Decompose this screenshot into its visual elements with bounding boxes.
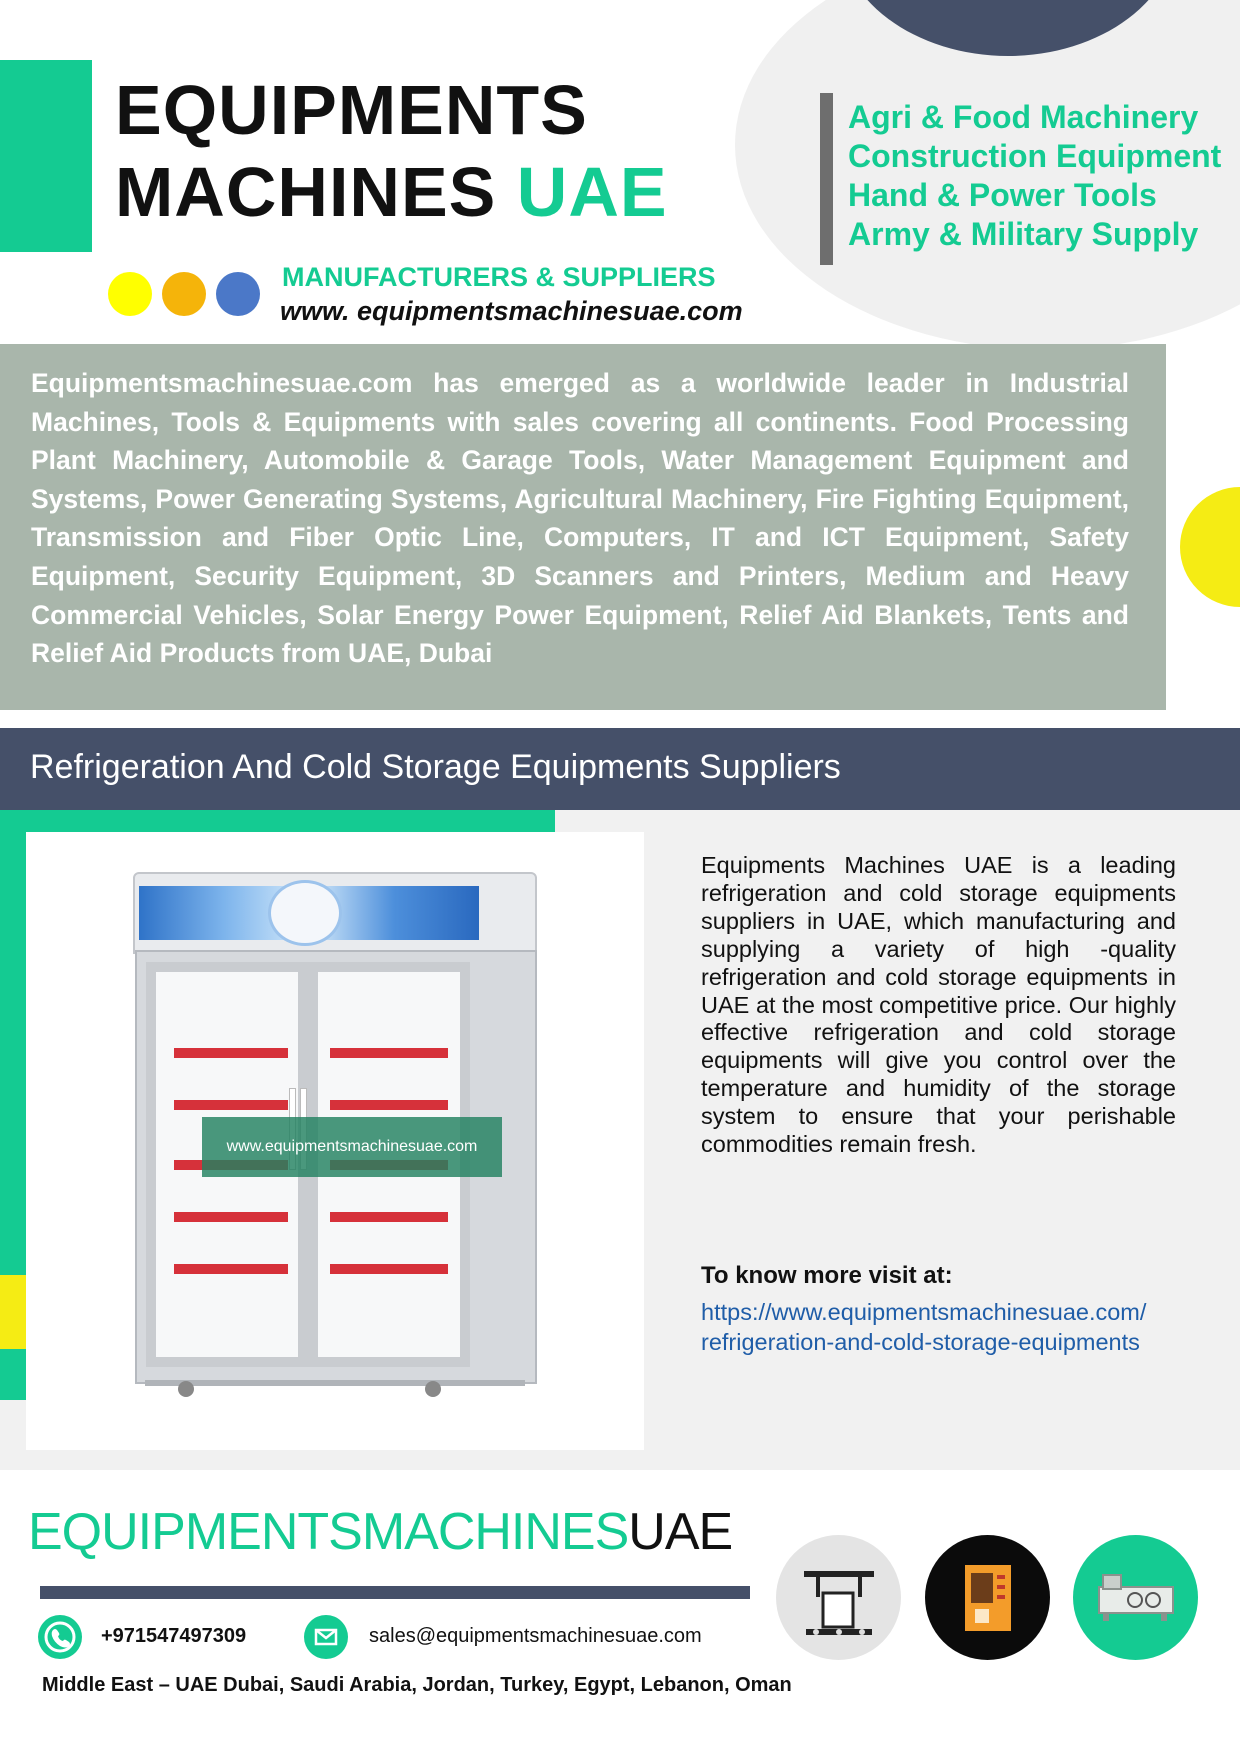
refrigerator-shelf xyxy=(174,1100,288,1110)
footer-divider xyxy=(40,1586,750,1599)
refrigerator-shelf xyxy=(330,1212,448,1222)
refrigerator-shelf xyxy=(330,1048,448,1058)
regions-list: Middle East – UAE Dubai, Saudi Arabia, Jordan, Turkey, Egypt, Lebanon, Oman xyxy=(42,1674,792,1696)
product-url-line[interactable]: https://www.equipmentsmachinesuae.com/ xyxy=(701,1299,1147,1325)
image-watermark: www.equipmentsmachinesuae.com xyxy=(202,1117,502,1177)
green-accent-strip xyxy=(0,810,555,832)
brand-title-uae: UAE xyxy=(516,153,668,231)
category-item: Army & Military Supply xyxy=(848,216,1199,252)
refrigerator-shelf xyxy=(330,1264,448,1274)
industrial-machinery-icon xyxy=(1073,1535,1198,1660)
orange-dot xyxy=(162,272,206,316)
refrigerator-base xyxy=(145,1380,525,1386)
email-icon xyxy=(304,1615,348,1659)
phone-number[interactable]: +971547497309 xyxy=(101,1625,247,1647)
yellow-accent-circle xyxy=(1180,487,1240,607)
caster-wheel xyxy=(425,1381,441,1397)
brand-title-machines: MACHINES xyxy=(115,153,517,231)
blue-dot xyxy=(216,272,260,316)
refrigerator-shelf xyxy=(174,1048,288,1058)
phone-icon xyxy=(38,1615,82,1659)
product-url-line[interactable]: refrigeration-and-cold-storage-equipments xyxy=(701,1329,1140,1355)
header-green-block xyxy=(0,60,92,252)
category-divider xyxy=(820,93,833,265)
category-item: Agri & Food Machinery xyxy=(848,99,1199,135)
refrigerator-emblem xyxy=(268,880,342,946)
product-description: Equipments Machines UAE is a leading refrigeration and cold storage equipments suppliers in UAE, which manufacturing and supplying a variety of high -quality refrigeration and cold storage equipments in UAE at the most competitive price. Our highly effective refrigeration and cold storage equipments will give you control over the temperature and humidity of the storage system to ensure that your perishable commodities remain fresh. xyxy=(701,852,1176,1158)
category-item: Hand & Power Tools xyxy=(848,177,1157,213)
visit-label: To know more visit at: xyxy=(701,1262,953,1289)
section-title: Refrigeration And Cold Storage Equipments Suppliers xyxy=(30,748,841,786)
footer-brand-uae: UAE xyxy=(628,1503,733,1561)
vending-machine-icon xyxy=(925,1535,1050,1660)
footer-brand-main: EQUIPMENTSMACHINES xyxy=(28,1503,629,1561)
header-website-link[interactable]: www. equipmentsmachinesuae.com xyxy=(280,296,743,326)
brand-title-line1: EQUIPMENTS xyxy=(115,71,588,149)
tagline: MANUFACTURERS & SUPPLIERS xyxy=(282,262,716,292)
category-item: Construction Equipment xyxy=(848,138,1222,174)
refrigerator-shelf xyxy=(330,1100,448,1110)
product-page-link[interactable] xyxy=(701,1297,1221,1357)
yellow-side-accent xyxy=(0,1275,26,1349)
brand-title-line2 xyxy=(115,152,668,232)
intro-paragraph: Equipmentsmachinesuae.com has emerged as a worldwide leader in Industrial Machines, Tools & Equipments with sales covering all continents. Food Processing Plant Machinery, Automobile & Garage Tools, Water Management Equipment and Systems, Power Generating Systems, Agricultural Machinery, Fire Fighting Equipment, Transmission and Fiber Optic Line, Computers, IT and ICT Equipment, Safety Equipment, Security Equipment, 3D Scanners and Printers, Medium and Heavy Commercial Vehicles, Solar Energy Power Equipment, Relief Aid Blankets, Tents and Relief Aid Products from UAE, Dubai xyxy=(31,368,1129,669)
assembly-line-machine-icon xyxy=(776,1535,901,1660)
refrigerator-shelf xyxy=(174,1264,288,1274)
refrigerator-shelf xyxy=(174,1212,288,1222)
category-list xyxy=(848,98,1221,254)
email-address[interactable]: sales@equipmentsmachinesuae.com xyxy=(369,1625,702,1647)
caster-wheel xyxy=(178,1381,194,1397)
yellow-dot xyxy=(108,272,152,316)
footer-brand xyxy=(28,1502,732,1562)
